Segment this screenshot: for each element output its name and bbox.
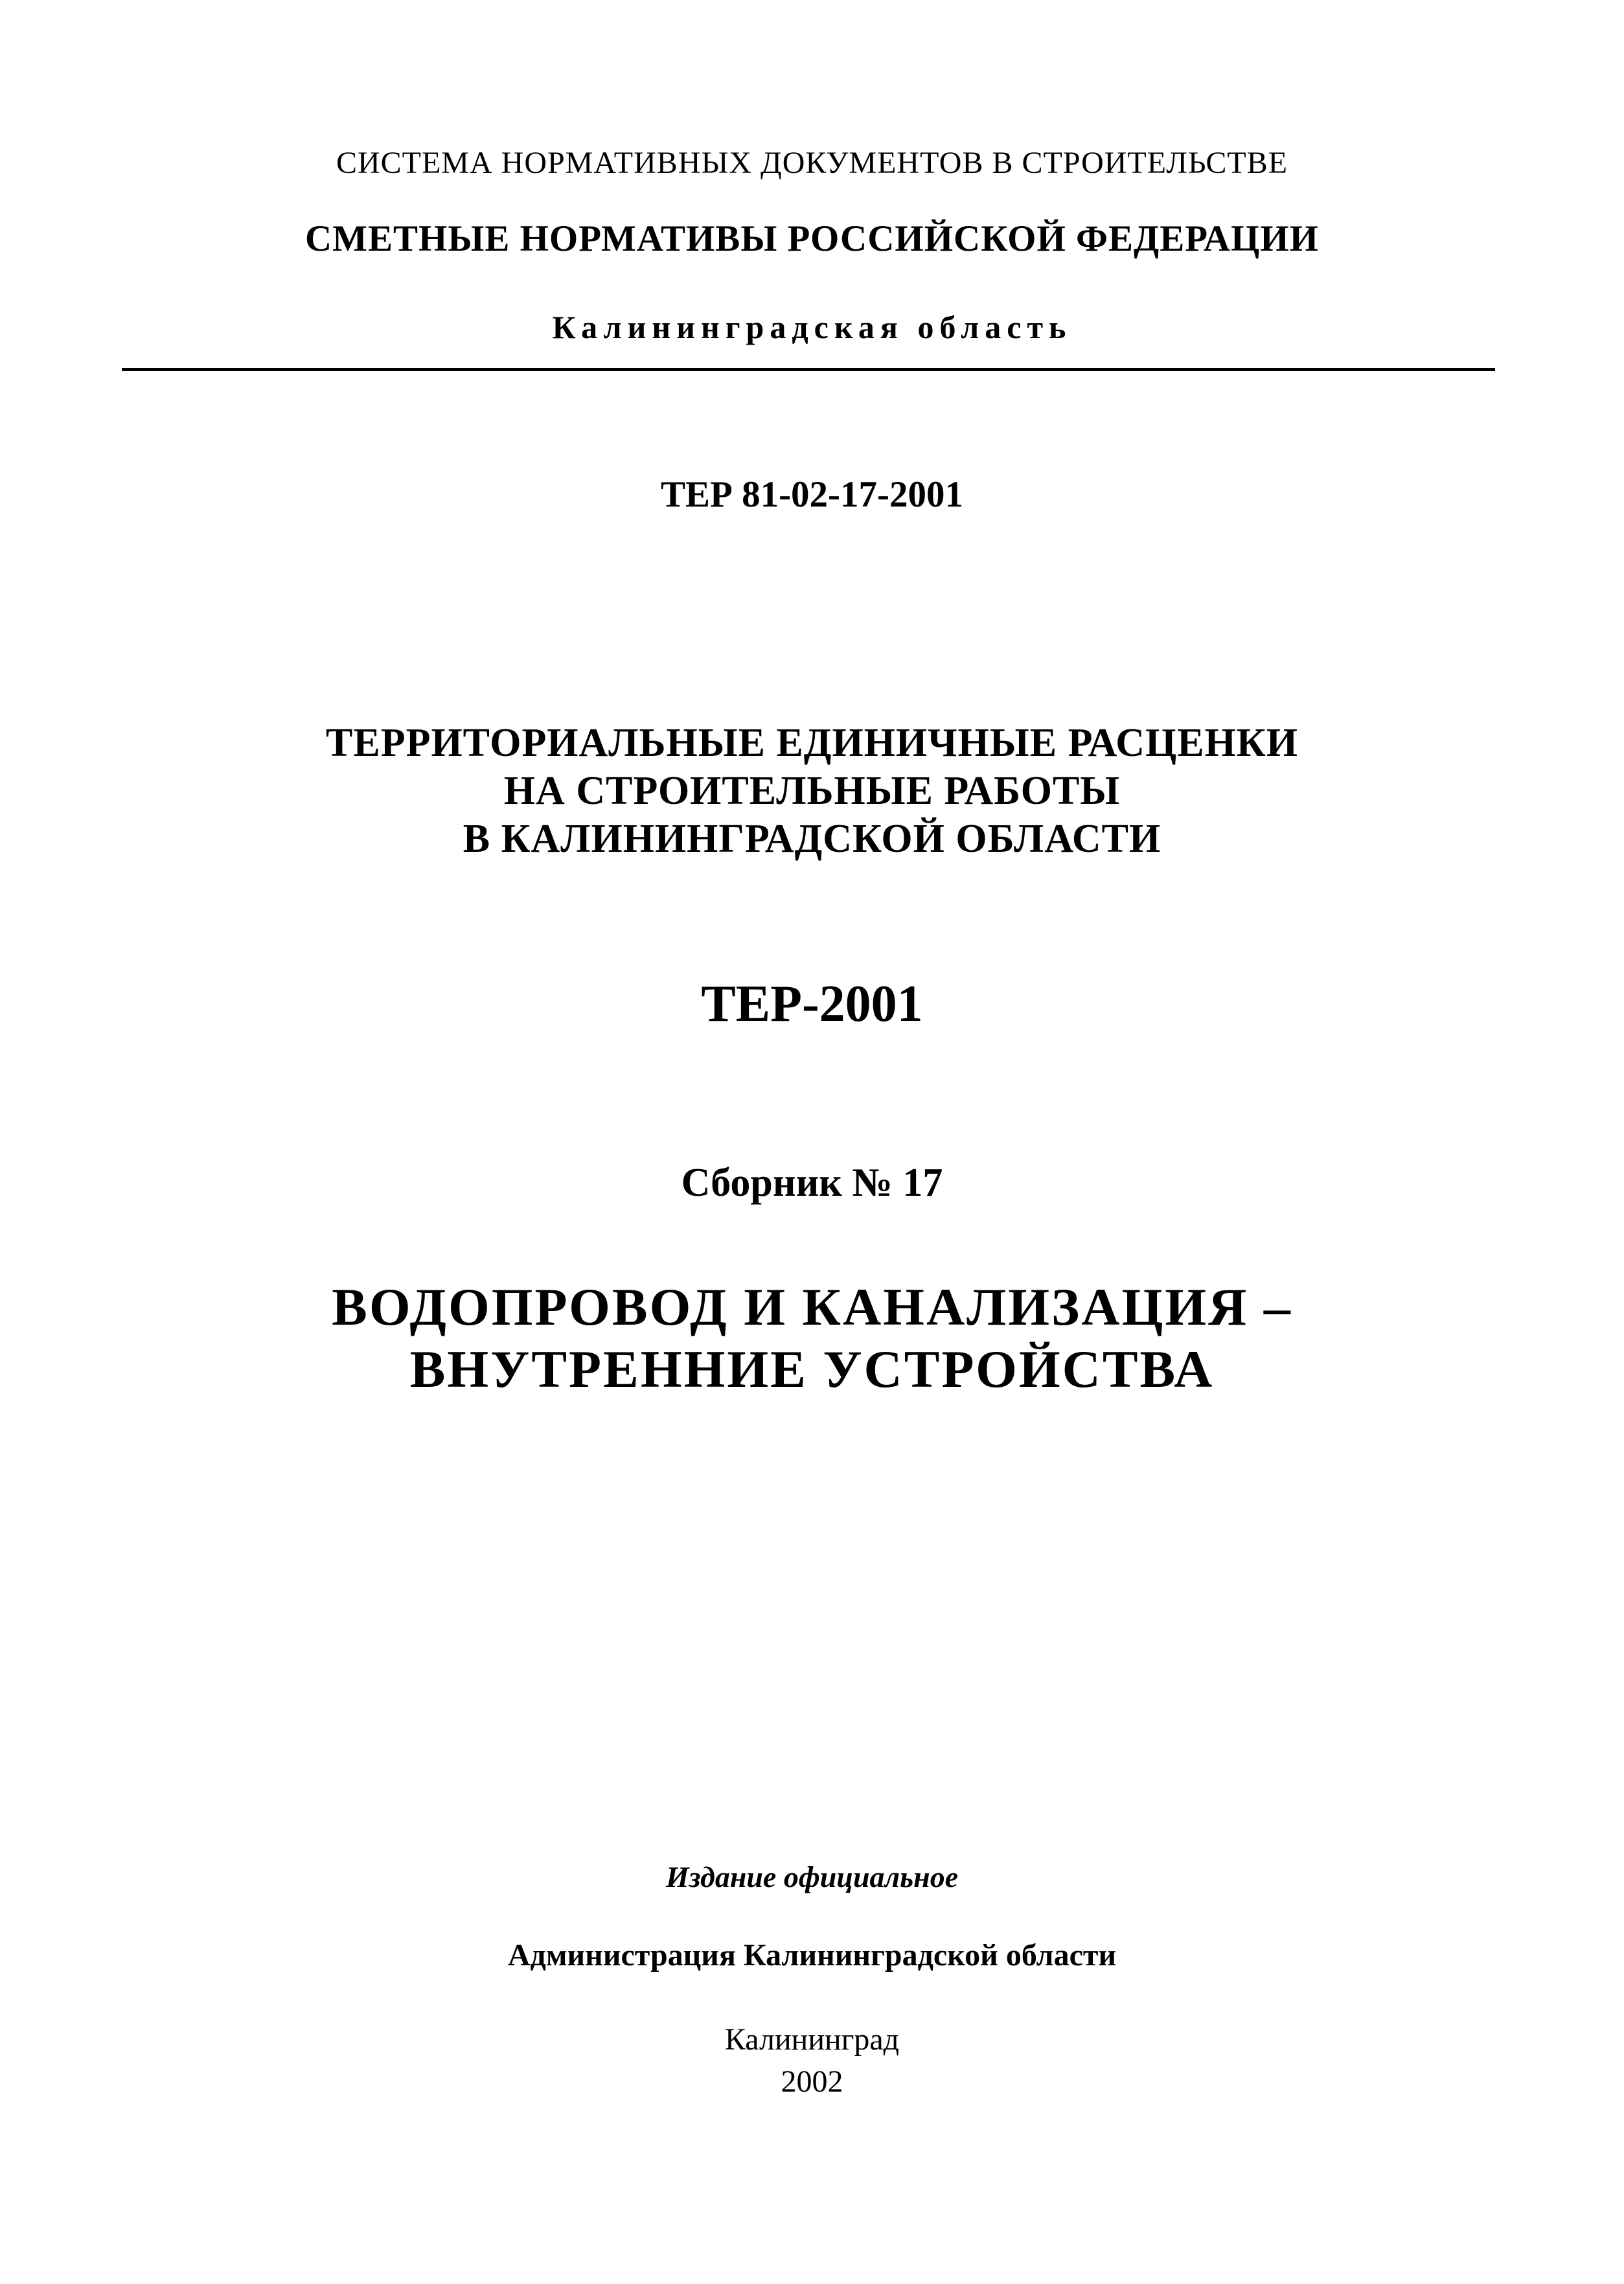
- federation-heading: СМЕТНЫЕ НОРМАТИВЫ РОССИЙСКОЙ ФЕДЕРАЦИИ: [305, 218, 1319, 259]
- publication-city: Калининград: [724, 2022, 900, 2057]
- system-heading: СИСТЕМА НОРМАТИВНЫХ ДОКУМЕНТОВ В СТРОИТЕЛЬСТВЕ: [336, 146, 1288, 180]
- document-title-line-3: В КАЛИНИНГРАДСКОЙ ОБЛАСТИ: [463, 817, 1161, 861]
- document-title-line-2: НА СТРОИТЕЛЬНЫЕ РАБОТЫ: [503, 769, 1121, 813]
- publication-year: 2002: [781, 2064, 843, 2099]
- collection-number: Сборник № 17: [681, 1161, 943, 1205]
- document-title-line-1: ТЕРРИТОРИАЛЬНЫЕ ЕДИНИЧНЫЕ РАСЦЕНКИ: [326, 721, 1298, 765]
- edition-label: Издание официальное: [665, 1860, 959, 1893]
- subject-title: [0, 1276, 1624, 1400]
- region-heading: Калининградская область: [552, 309, 1072, 345]
- header-divider: [122, 368, 1495, 371]
- document-code: ТЕР 81-02-17-2001: [660, 474, 964, 515]
- subject-title-line-2: ВНУТРЕННИЕ УСТРОЙСТВА: [409, 1340, 1215, 1399]
- document-title: [0, 719, 1624, 863]
- document-short-name: ТЕР-2001: [701, 976, 923, 1033]
- publisher-label: Администрация Калининградской области: [507, 1938, 1117, 1972]
- subject-title-line-1: ВОДОПРОВОД И КАНАЛИЗАЦИЯ –: [332, 1277, 1292, 1336]
